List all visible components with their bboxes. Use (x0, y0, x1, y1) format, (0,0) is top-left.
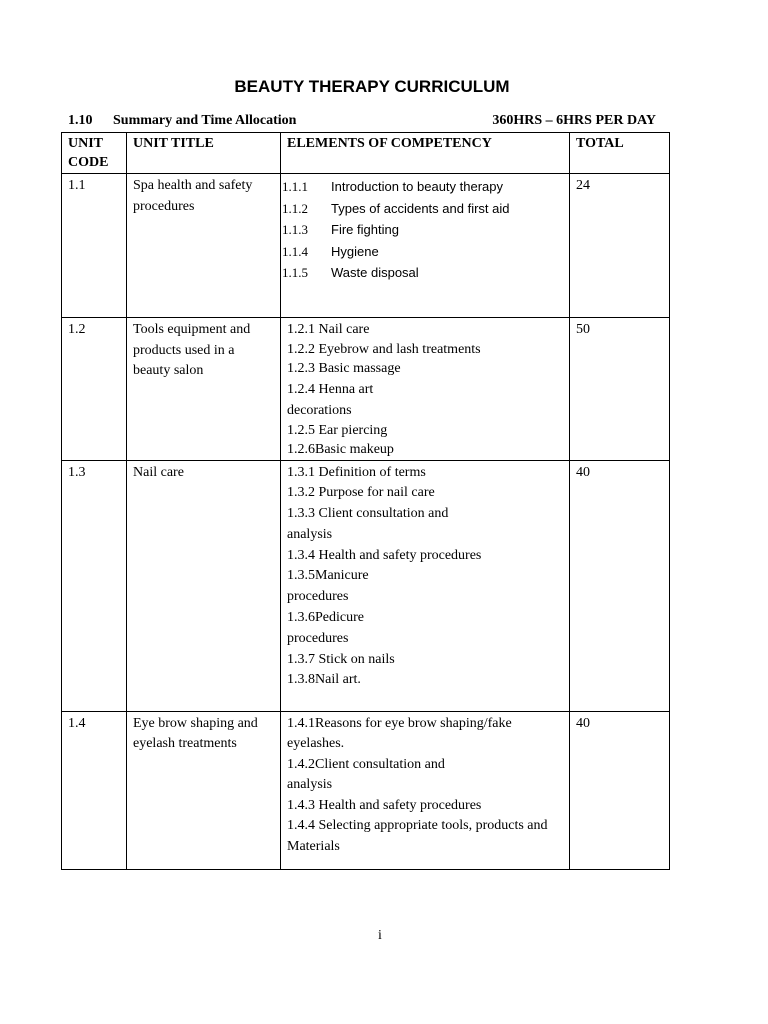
unit-total: 40 (570, 711, 670, 869)
elements-list (287, 463, 563, 692)
header-elements: ELEMENTS OF COMPETENCY (281, 133, 570, 174)
elements-cell (281, 711, 570, 869)
list-item (282, 262, 563, 284)
elements-cell (281, 460, 570, 711)
header-unit-code: UNIT CODE (62, 133, 127, 174)
list-item: 1.4.3 Health and safety procedures (287, 797, 482, 813)
table-row (62, 711, 670, 869)
elements-cell (281, 318, 570, 461)
table-row (62, 318, 670, 461)
list-item (282, 198, 563, 220)
elements-list (287, 320, 563, 460)
unit-total: 24 (570, 174, 670, 318)
hours-summary: 360HRS – 6HRS PER DAY (492, 113, 656, 128)
elements-list (287, 714, 563, 858)
section-title: Summary and Time Allocation (113, 113, 297, 128)
table-row (62, 460, 670, 711)
elements-list (282, 176, 563, 284)
unit-code: 1.1 (62, 174, 127, 318)
section-heading (68, 113, 658, 131)
unit-code: 1.3 (62, 460, 127, 711)
element-text: Fire fighting (331, 222, 399, 237)
list-item: 1.2.2 Eyebrow and lash treatments (287, 341, 481, 357)
list-item: 1.3.3 Client consultation and analysis (287, 506, 449, 542)
curriculum-table (61, 132, 670, 870)
list-item: 1.3.7 Stick on nails (287, 651, 395, 667)
unit-code: 1.4 (62, 711, 127, 869)
list-item: 1.2.6Basic makeup (287, 442, 394, 457)
unit-total: 50 (570, 318, 670, 461)
elements-cell (281, 174, 570, 318)
unit-total: 40 (570, 460, 670, 711)
unit-title: Spa health and safety procedures (127, 174, 281, 318)
list-item (282, 241, 563, 263)
element-number: 1.1.4 (282, 243, 308, 259)
unit-title: Tools equipment and products used in a beauty salon (127, 318, 281, 461)
unit-title: Eye brow shaping and eyelash treatments (127, 711, 281, 869)
header-unit-title: UNIT TITLE (127, 133, 281, 174)
list-item: 1.4.4 Selecting appropriate tools, products and Materials (287, 818, 548, 854)
list-item: 1.2.3 Basic massage (287, 361, 401, 376)
table-header-row (62, 133, 670, 174)
list-item: 1.3.4 Health and safety procedures (287, 547, 482, 563)
section-number: 1.10 (68, 113, 93, 128)
list-item: 1.3.8Nail art. (287, 672, 361, 688)
list-item: 1.2.4 Henna art decorations (287, 381, 374, 418)
element-text: Introduction to beauty therapy (331, 179, 504, 194)
list-item: 1.3.2 Purpose for nail care (287, 485, 435, 501)
list-item: 1.2.5 Ear piercing (287, 422, 388, 438)
element-text: Hygiene (331, 243, 379, 259)
list-item: 1.3.6Pedicure procedures (287, 610, 364, 646)
list-item (282, 219, 563, 241)
element-text: Types of accidents and first aid (331, 200, 510, 216)
element-text: Waste disposal (331, 265, 419, 280)
list-item (282, 176, 563, 198)
element-number: 1.1.5 (282, 265, 308, 280)
document-title: BEAUTY THERAPY CURRICULUM (234, 77, 510, 96)
unit-title: Nail care (127, 460, 281, 711)
element-number: 1.1.3 (282, 222, 308, 237)
list-item: 1.3.5Manicure procedures (287, 568, 369, 605)
element-number: 1.1.1 (282, 179, 308, 194)
header-total: TOTAL (570, 133, 670, 174)
page-number: i (378, 928, 382, 943)
list-item: 1.4.1Reasons for eye brow shaping/fake eyelashes. (287, 715, 512, 751)
table-row (62, 174, 670, 318)
list-item: 1.3.1 Definition of terms (287, 464, 426, 480)
list-item: 1.4.2Client consultation and analysis (287, 756, 445, 792)
element-number: 1.1.2 (282, 200, 308, 216)
unit-code: 1.2 (62, 318, 127, 461)
list-item: 1.2.1 Nail care (287, 322, 370, 337)
